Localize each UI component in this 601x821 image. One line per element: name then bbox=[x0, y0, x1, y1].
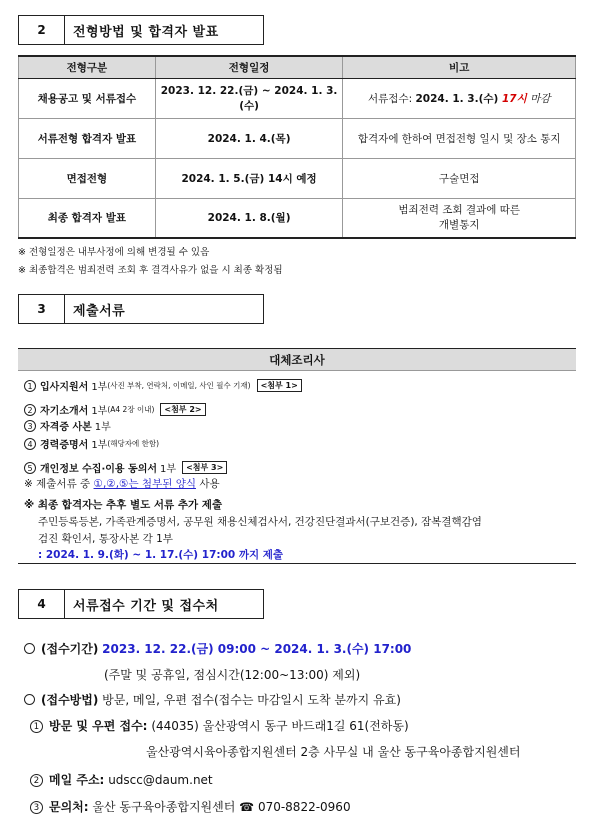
header-remark: 비고 bbox=[343, 56, 576, 78]
remark-deadline-time: 17시 bbox=[501, 92, 527, 105]
doc-item-5 bbox=[24, 460, 227, 475]
circled-number: 4 bbox=[24, 438, 36, 450]
section2-number: 2 bbox=[18, 15, 64, 45]
section4-header bbox=[18, 589, 264, 619]
row-date: 2023. 12. 22.(금) ~ 2024. 1. 3.(수) bbox=[155, 78, 343, 118]
row-stage: 면접전형 bbox=[19, 158, 156, 198]
final-docs-title: ※ 최종 합격자는 추후 별도 서류 추가 제출 bbox=[24, 499, 223, 511]
visit-address-line2: 울산광역시육아종합지원센터 2층 사무실 내 울산 동구육아종합지원센터 bbox=[146, 745, 521, 759]
doc-count: 1부 bbox=[94, 422, 111, 433]
doc-count: 1부 bbox=[91, 382, 108, 393]
doc-count: 1부 bbox=[91, 406, 108, 417]
circled-number: 2 bbox=[24, 404, 36, 416]
method-label: (접수방법) bbox=[41, 693, 99, 707]
row-remark bbox=[343, 78, 576, 118]
attachment-tag: <첨부 2> bbox=[160, 403, 205, 416]
contact-label: 문의처: bbox=[49, 800, 89, 814]
contact-org: 울산 동구육아종합지원센터 bbox=[92, 800, 236, 814]
header-date: 전형일정 bbox=[155, 56, 343, 78]
doc-name: 자격증 사본 bbox=[40, 422, 92, 433]
doc-count: 1부 bbox=[91, 440, 108, 451]
doc-detail: (해당자에 한함) bbox=[107, 439, 160, 448]
doc-name: 경력증명서 bbox=[40, 440, 89, 451]
row-stage: 최종 합격자 발표 bbox=[19, 198, 156, 238]
contact-phone: 070-8822-0960 bbox=[257, 800, 351, 814]
remark-line2: 개별통지 bbox=[438, 218, 480, 231]
circled-number: 1 bbox=[24, 380, 36, 392]
doc-item-1 bbox=[24, 378, 302, 393]
section3-number: 3 bbox=[18, 294, 64, 324]
schedule-header-row bbox=[19, 56, 576, 78]
remark-suffix: 마감 bbox=[526, 92, 551, 105]
doc-count: 1부 bbox=[160, 464, 177, 475]
mail-label: 메일 주소: bbox=[49, 773, 105, 787]
section4-number: 4 bbox=[18, 589, 64, 619]
period-label: (접수기간) bbox=[41, 642, 99, 656]
circled-number: 2 bbox=[30, 774, 43, 787]
row-remark: 합격자에 한하여 면접전형 일시 및 장소 통지 bbox=[343, 118, 576, 158]
row-date: 2024. 1. 4.(목) bbox=[155, 118, 343, 158]
table-row bbox=[19, 78, 576, 118]
circled-number: 1 bbox=[30, 720, 43, 733]
schedule-table bbox=[18, 55, 576, 239]
remark-prefix: 서류접수: bbox=[368, 92, 416, 105]
schedule-note-2: ※ 최종합격은 범죄전력 조회 후 결격사유가 없을 시 최종 확정됨 bbox=[18, 265, 283, 276]
table-row bbox=[19, 118, 576, 158]
doc-item-2 bbox=[24, 402, 206, 417]
contact-line bbox=[30, 798, 351, 815]
row-stage: 서류전형 합격자 발표 bbox=[19, 118, 156, 158]
section3-header bbox=[18, 294, 264, 324]
row-remark bbox=[343, 198, 576, 238]
submit-note-forms: ①,②,⑤는 첨부된 양식 bbox=[93, 478, 196, 490]
submit-note-suffix: 사용 bbox=[195, 478, 220, 490]
final-docs-deadline: : 2024. 1. 9.(화) ~ 1. 17.(수) 17:00 까지 제출 bbox=[38, 549, 284, 561]
circled-number: 5 bbox=[24, 462, 36, 474]
period-value: 2023. 12. 22.(금) 09:00 ~ 2024. 1. 3.(수) 17:00 bbox=[102, 642, 412, 656]
remark-date: 2024. 1. 3.(수) bbox=[415, 92, 502, 105]
section2-title: 전형방법 및 합격자 발표 bbox=[64, 15, 264, 45]
row-remark: 구술면접 bbox=[343, 158, 576, 198]
documents-box bbox=[18, 348, 576, 564]
visit-label: 방문 및 우편 접수: bbox=[49, 719, 148, 733]
row-date: 2024. 1. 5.(금) 14시 예정 bbox=[155, 158, 343, 198]
doc-name: 자기소개서 bbox=[40, 406, 89, 417]
row-date: 2024. 1. 8.(월) bbox=[155, 198, 343, 238]
visit-line bbox=[30, 717, 409, 734]
doc-name: 개인정보 수집·이용 동의서 bbox=[40, 464, 158, 475]
circled-number: 3 bbox=[30, 801, 43, 814]
attachment-tag: <첨부 3> bbox=[182, 461, 227, 474]
table-row bbox=[19, 198, 576, 238]
schedule-note-1: ※ 전형일정은 내부사정에 의해 변경될 수 있음 bbox=[18, 247, 210, 258]
doc-item-3 bbox=[24, 418, 111, 433]
table-row bbox=[19, 158, 576, 198]
remark-line1: 범죄전력 조회 결과에 따른 bbox=[398, 203, 520, 216]
method-value: 방문, 메일, 우편 접수(접수는 마감일시 도착 분까지 유효) bbox=[102, 693, 401, 707]
section3-title: 제출서류 bbox=[64, 294, 264, 324]
doc-item-4 bbox=[24, 436, 159, 451]
phone-icon: ☎ bbox=[239, 800, 255, 814]
final-docs-line2: 검진 확인서, 통장사본 각 1부 bbox=[38, 533, 173, 545]
attachment-tag: <첨부 1> bbox=[257, 379, 302, 392]
section4-title: 서류접수 기간 및 접수처 bbox=[64, 589, 264, 619]
hollow-circle-icon bbox=[24, 643, 35, 654]
circled-number: 3 bbox=[24, 420, 36, 432]
documents-box-header: 대체조리사 bbox=[18, 349, 576, 371]
section2-header bbox=[18, 15, 264, 45]
submit-note-prefix: ※ 제출서류 중 bbox=[24, 478, 94, 490]
row-stage: 채용공고 및 서류접수 bbox=[19, 78, 156, 118]
final-docs-line1: 주민등록등본, 가족관계증명서, 공무원 채용신체검사서, 건강진단결과서(구보건증), 잠복결핵감염 bbox=[38, 516, 482, 528]
period-line bbox=[24, 640, 411, 657]
method-line bbox=[24, 691, 401, 708]
hollow-circle-icon bbox=[24, 694, 35, 705]
doc-detail: (A4 2장 이내) bbox=[107, 405, 155, 414]
mail-address[interactable]: udscc@daum.net bbox=[108, 773, 213, 787]
doc-name: 입사지원서 bbox=[40, 382, 89, 393]
doc-detail: (사진 부착, 연락처, 이메일, 사인 필수 기재) bbox=[107, 381, 251, 390]
mail-line bbox=[30, 771, 213, 788]
period-note: (주말 및 공휴일, 점심시간(12:00~13:00) 제외) bbox=[104, 668, 361, 682]
visit-address: (44035) 울산광역시 동구 바드래1길 61(전하동) bbox=[151, 719, 409, 733]
submit-form-note bbox=[24, 476, 220, 491]
header-stage: 전형구분 bbox=[19, 56, 156, 78]
